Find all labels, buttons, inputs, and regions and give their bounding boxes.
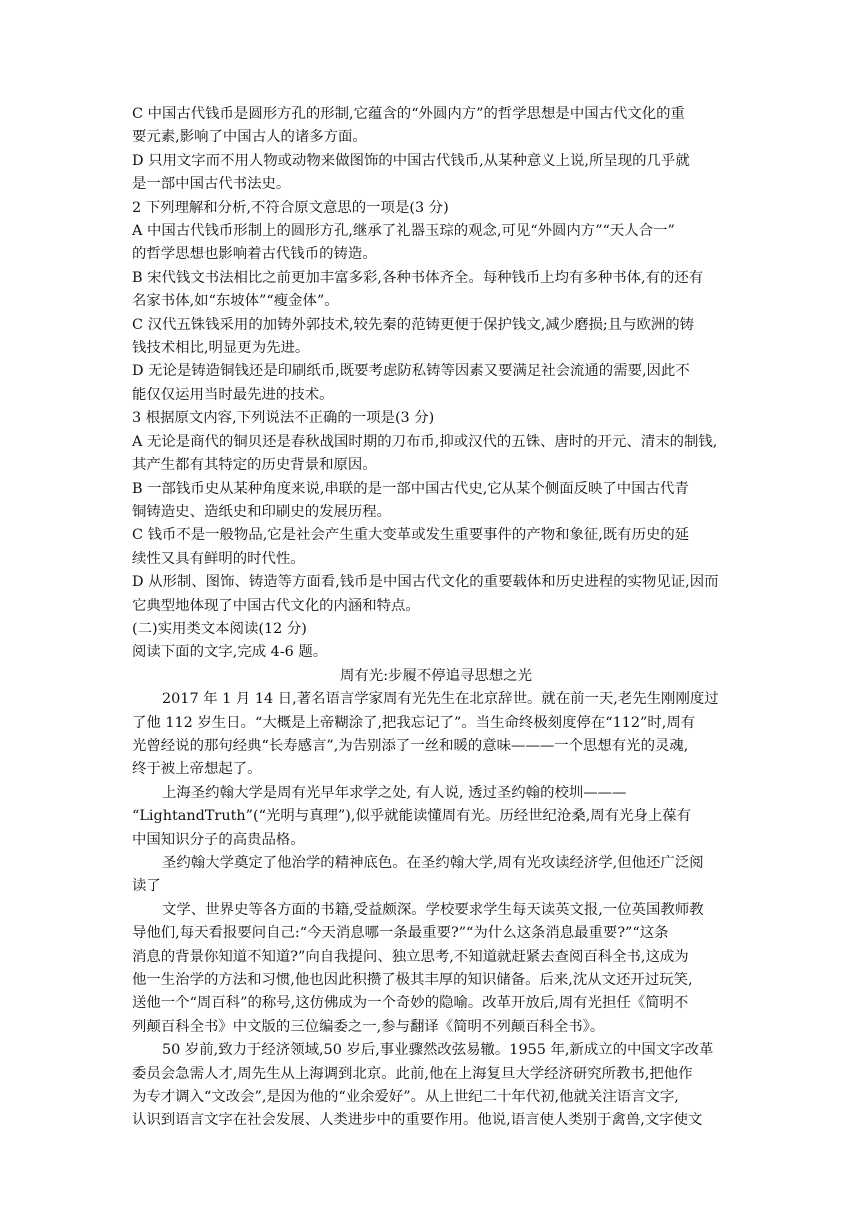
text-line: 它典型地体现了中国古代文化的内涵和特点。 [132,597,420,614]
text-line: 中国知识分子的高贵品格。 [132,831,305,848]
text-line: 认识到语言文字在社会发展、人类进步中的重要作用。他说,语言使人类别于禽兽,文字使文 [132,1112,703,1129]
text-line: 是一部中国古代书法史。 [132,176,291,193]
text-line: 了他 112 岁生日。“大概是上帝糊涂了,把我忘记了”。当生命终极刻度停在“112”时,周有 [132,714,696,731]
text-line: 导他们,每天看报要问自己:“今天消息哪一条最重要?”“为什么这条消息最重要?”“这条 [132,925,669,942]
text-line: A 中国古代钱币形制上的圆形方孔,继承了礼器玉琮的观念,可见“外圆内方”“天人合一” [132,223,675,240]
text-line: A 无论是商代的铜贝还是春秋战国时期的刀布币,抑或汉代的五铢、唐时的开元、清末的制钱, [132,433,718,450]
text-line: 2017 年 1 月 14 日,著名语言学家周有光先生在北京辞世。就在前一天,老先生刚刚度过 [162,691,719,708]
text-line: D 无论是铸造铜钱还是印刷纸币,既要考虑防私铸等因素又要满足社会流通的需要,因此不 [132,363,690,380]
text-line: 阅读下面的文字,完成 4-6 题。 [132,644,328,661]
text-line: 的哲学思想也影响着古代钱币的铸造。 [132,246,377,263]
text-line: (二)实用类文本阅读(12 分) [132,620,307,637]
text-line: 名家书体,如“东坡体”“瘦金体”。 [132,293,339,310]
text-line: 铜铸造史、造纸史和印刷史的发展历程。 [132,503,392,520]
text-line: 读了 [132,878,161,895]
text-line: 钱技术相比,明显更为先进。 [132,340,310,357]
text-line: 上海圣约翰大学是周有光早年求学之处, 有人说, 透过圣约翰的校圳——— [162,784,627,801]
text-line: 3 根据原文内容,下列说法不正确的一项是(3 分) [132,410,435,427]
text-line: D 从形制、图饰、铸造等方面看,钱币是中国古代文化的重要载体和历史进程的实物见证,因而 [132,574,719,591]
text-line: “LightandTruth”(“光明与真理”),似乎就能读懂周有光。历经世纪沧桑,周有光身上葆有 [132,808,692,825]
text-line: C 汉代五铢钱采用的加铸外郭技术,较先秦的范铸更便于保护钱文,减少磨损;且与欧洲的铸 [132,316,695,333]
text-line: C 钱币不是一般物品,它是社会产生重大变革或发生重要事件的产物和象征,既有历史的延 [132,527,690,544]
text-line: 2 下列理解和分析,不符合原文意思的一项是(3 分) [132,199,449,216]
text-line: 文学、世界史等各方面的书籍,受益颇深。学校要求学生每天读英文报,一位英国教师教 [162,901,704,918]
text-line: 列颠百科全书》中文版的三位编委之一,参与翻译《简明不列颠百科全书》。 [132,1018,605,1035]
text-line: 为专才调入“文改会”,是因为他的“业余爱好”。从上世纪二十年代初,他就关注语言文字, [132,1089,679,1106]
text-line: C 中国古代钱币是圆形方孔的形制,它蕴含的“外圆内方”的哲学思想是中国古代文化的重 [132,106,685,122]
article-title: 周有光:步履不停追寻思想之光 [340,667,532,684]
text-line: 送他一个“周百科”的称号,这仿佛成为一个奇妙的隐喻。改革开放后,周有光担任《简明不 [132,995,689,1012]
text-line: 光曾经说的那句经典“长寿感言”,为告别添了一丝和暖的意味———一个思想有光的灵魂, [132,737,689,754]
text-line: 圣约翰大学奠定了他治学的精神底色。在圣约翰大学,周有光攻读经济学,但他还广泛阅 [162,855,704,871]
text-line: 委员会急需人才,周先生从上海调到北京。此前,他在上海复旦大学经济研究所教书,把他作 [132,1065,693,1082]
text-line: 50 岁前,致力于经济领域,50 岁后,事业骤然改弦易辙。1955 年,新成立的中国文字改革 [162,1042,714,1059]
text-line: 其产生都有其特定的历史背景和原因。 [132,457,377,474]
text-line: B 宋代钱文书法相比之前更加丰富多彩,各种书体齐全。每种钱币上均有多种书体,有的还有 [132,269,704,286]
text-line: 能仅仅运用当时最先进的技术。 [132,386,334,403]
text-line: D 只用文字而不用人物或动物来做图饰的中国古代钱币,从某种意义上说,所呈现的几乎就 [132,152,690,169]
text-line: 要元素,影响了中国古人的诸多方面。 [132,129,367,146]
text-line: 他一生治学的方法和习惯,他也因此积攒了极其丰厚的知识储备。后来,沈从文还开过玩笑, [132,972,693,989]
text-line: 续性又具有鲜明的时代性。 [132,550,305,567]
text-line: 终于被上帝想起了。 [132,761,262,778]
text-line: 消息的背景你知道不知道?”向自我提问、独立思考,不知道就赶紧去查阅百科全书,这成为 [132,948,689,965]
text-line: B 一部钱币史从某种角度来说,串联的是一部中国古代史,它从某个侧面反映了中国古代青 [132,480,689,497]
